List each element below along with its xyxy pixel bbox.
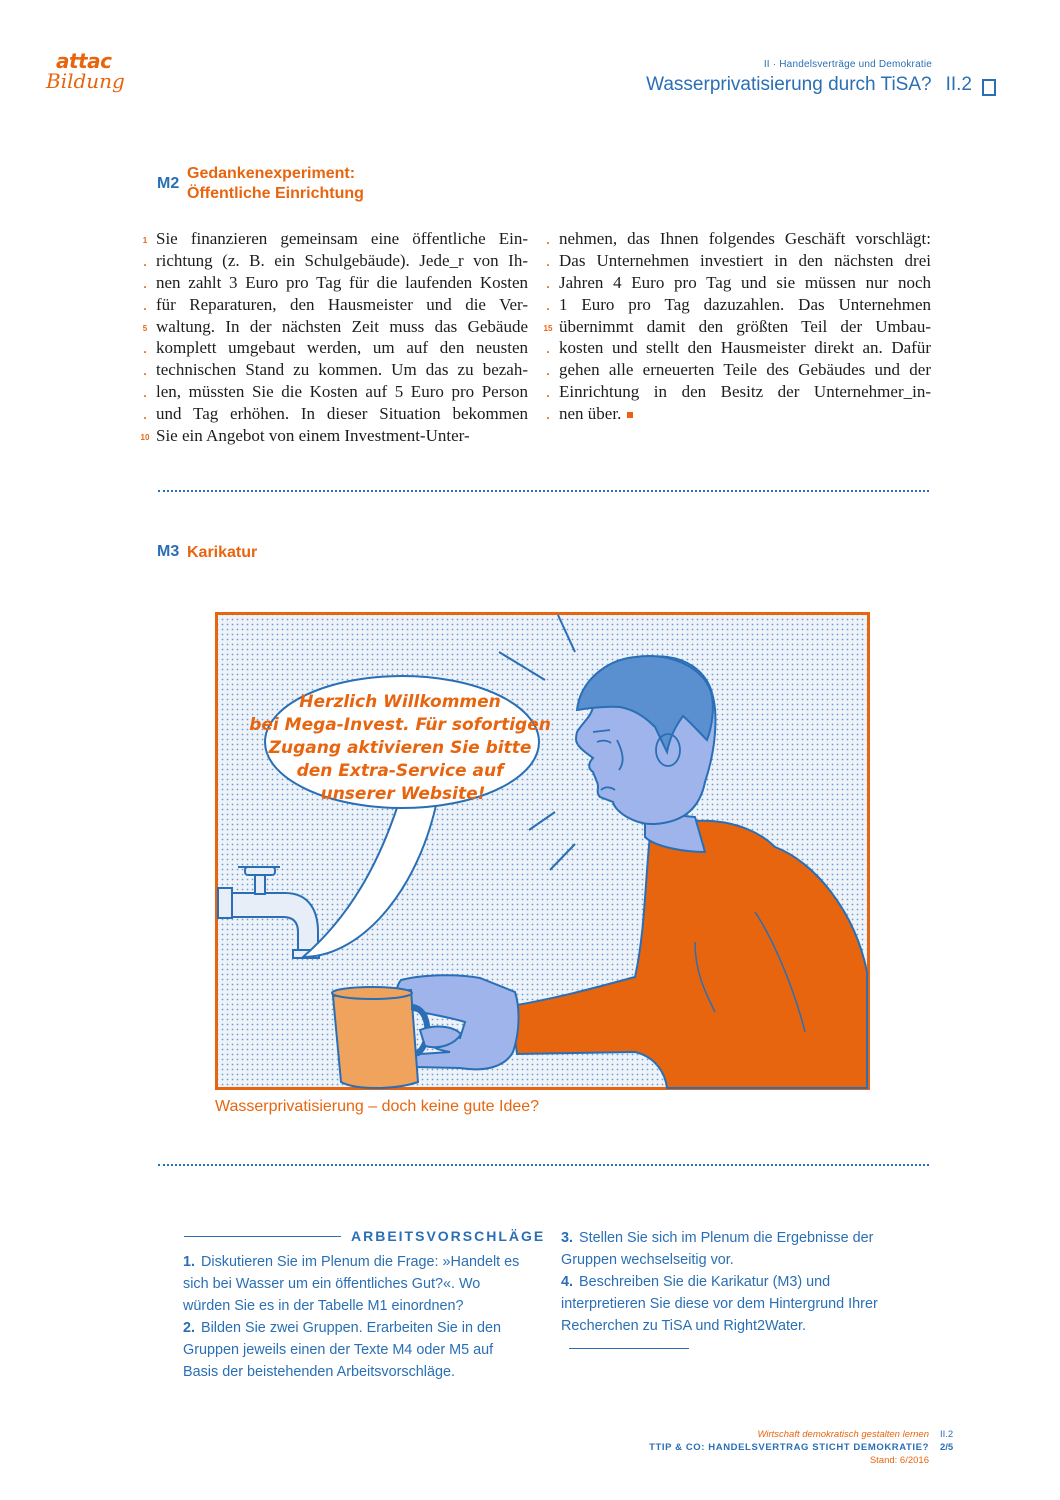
line-number: . <box>546 364 550 379</box>
logo-attac: attac <box>56 49 112 73</box>
line-number: . <box>143 386 147 401</box>
exercise-item <box>183 1317 528 1383</box>
text-line <box>546 272 931 294</box>
page-number: 2/5 <box>940 1442 954 1453</box>
text-line <box>142 228 528 250</box>
text-line <box>546 403 931 425</box>
header-square-icon <box>982 79 996 96</box>
line-number: . <box>546 342 550 357</box>
text-line <box>143 294 528 316</box>
footer-title: TTIP & CO: HANDELSVERTRAG STICHT DEMOKRATIE? <box>649 1442 929 1453</box>
line-text: Sie finanzieren gemeinsam eine öffentliche Ein- <box>156 229 528 248</box>
text-line <box>143 250 528 272</box>
line-text: waltung. In der nächsten Zeit muss das Gebäude <box>156 316 528 336</box>
footer-meta <box>940 1429 954 1454</box>
exercises-column-2 <box>561 1227 906 1359</box>
line-number: . <box>546 386 550 401</box>
line-number: . <box>143 276 147 291</box>
line-number: 1 <box>142 236 148 245</box>
footer-section: II.2 <box>940 1429 954 1440</box>
exercises-heading: ARBEITSVORSCHLÄGE <box>351 1228 546 1244</box>
header-title <box>646 74 972 96</box>
text-line <box>143 272 528 294</box>
cartoon-caption: Wasserprivatisierung – doch keine gute Idee? <box>215 1098 540 1115</box>
speech-line-2: bei Mega-Invest. Für sofortigen <box>249 715 551 735</box>
exercise-number: 1. <box>183 1254 196 1270</box>
line-text: 1 Euro pro Tag dazuzahlen. Das Unternehmen <box>559 294 931 314</box>
line-number: 10 <box>140 433 150 443</box>
line-number: 15 <box>543 323 553 333</box>
exercise-item <box>561 1227 906 1271</box>
m2-title-line2: Öffentliche Einrichtung <box>187 185 364 202</box>
line-text: Jahren 4 Euro pro Tag und sie müssen nur noch <box>559 272 931 292</box>
m2-title-line1: Gedankenexperiment: <box>187 165 356 182</box>
divider <box>158 1164 929 1166</box>
text-line <box>143 403 528 425</box>
cartoon-illustration <box>215 612 870 1090</box>
line-number: . <box>143 408 147 423</box>
text-line <box>546 359 931 381</box>
text-line <box>546 250 931 272</box>
line-number: . <box>546 254 550 269</box>
line-number: . <box>546 233 550 247</box>
text-line <box>546 337 931 359</box>
attac-bildung-logo <box>46 49 126 93</box>
m2-text-column-2 <box>543 228 931 425</box>
speech-line-4: den Extra-Service auf <box>296 761 504 781</box>
speech-line-1: Herzlich Willkommen <box>299 692 501 712</box>
line-text: nen zahlt 3 Euro pro Tag für die laufenden Kosten <box>156 272 528 292</box>
text-line <box>143 381 528 403</box>
header-subtitle: II · Handelsverträge und Demokratie <box>763 59 932 70</box>
speech-line-3: Zugang aktivieren Sie bitte <box>268 738 532 758</box>
exercises-end-rule <box>569 1348 689 1349</box>
footer <box>649 1428 929 1467</box>
line-text: nehmen, das Ihnen folgendes Geschäft vorschlägt: <box>559 229 931 248</box>
exercise-item <box>183 1251 528 1317</box>
line-text: gehen alle erneuerten Teile des Gebäudes und der <box>559 360 931 380</box>
exercises-column-1 <box>183 1251 528 1383</box>
line-number: . <box>143 254 147 269</box>
header-title-text: Wasserprivatisierung durch TiSA? <box>646 74 932 95</box>
speech-line-5: unserer Website! <box>320 784 486 804</box>
text-line <box>140 425 528 447</box>
text-line <box>143 359 528 381</box>
exercise-number: 4. <box>561 1274 574 1290</box>
line-text: übernimmt damit den größten Teil der Umbau- <box>559 316 931 336</box>
m2-title <box>187 164 364 204</box>
line-number: . <box>143 298 147 313</box>
m2-text-column-1 <box>140 228 528 447</box>
line-text: komplett umgebaut werden, um auf den neusten <box>156 338 528 358</box>
line-text: kosten und stellt den Hausmeister direkt an. Dafür <box>559 338 931 358</box>
line-text: und Tag erhöhen. In dieser Situation bekommen <box>156 404 528 424</box>
footer-date: Stand: 6/2016 <box>869 1455 929 1466</box>
line-number: . <box>546 276 550 291</box>
text-line <box>546 381 931 403</box>
exercises-heading-rule <box>184 1236 341 1237</box>
text-line <box>143 337 528 359</box>
text-line <box>142 316 528 338</box>
text-line <box>543 316 931 338</box>
line-text: technischen Stand zu kommen. Um das zu bezah- <box>156 360 528 380</box>
m2-label: M2 <box>157 175 180 192</box>
exercise-text: Diskutieren Sie im Plenum die Frage: »Handelt es sich bei Wasser um ein öffentliches Gut?«. Wo würden Sie es in der Tabelle M1 einordnen? <box>183 1254 520 1314</box>
divider <box>158 490 929 492</box>
line-text: nen über. <box>559 403 931 425</box>
m3-title: Karikatur <box>187 544 258 561</box>
line-text: Das Unternehmen investiert in den nächsten drei <box>559 250 931 270</box>
line-text: len, müssten Sie die Kosten auf 5 Euro pro Person <box>156 382 528 402</box>
logo-bildung: Bildung <box>46 69 125 93</box>
exercise-text: Bilden Sie zwei Gruppen. Erarbeiten Sie in den Gruppen jeweils einen der Texte M4 oder M5 auf Basis der beistehenden Arbeitsvorschläge. <box>183 1320 501 1380</box>
exercise-item <box>561 1271 906 1359</box>
text-line <box>546 228 931 250</box>
text-line <box>546 294 931 316</box>
line-text: für Reparaturen, den Hausmeister und die Ver- <box>156 294 528 314</box>
line-number: . <box>143 364 147 379</box>
line-text: Sie ein Angebot von einem Investment-Unter- <box>156 426 470 446</box>
header-section: II.2 <box>945 74 972 95</box>
end-square-icon <box>627 412 633 418</box>
line-number: . <box>546 408 550 423</box>
exercise-text: Beschreiben Sie die Karikatur (M3) und interpretieren Sie diese vor dem Hintergrund Ihrer Recherchen zu TiSA und Right2Water. <box>561 1274 878 1334</box>
line-text: richtung (z. B. ein Schulgebäude). Jede_r von Ih- <box>156 250 528 270</box>
line-number: . <box>546 298 550 313</box>
exercise-number: 2. <box>183 1320 196 1336</box>
line-text: Einrichtung in den Besitz der Unternehmer_in- <box>559 382 931 402</box>
exercise-text: Stellen Sie sich im Plenum die Ergebnisse der Gruppen wechselseitig vor. <box>561 1230 874 1268</box>
line-number: . <box>143 342 147 357</box>
footer-series: Wirtschaft demokratisch gestalten lernen <box>757 1429 929 1440</box>
line-number: 5 <box>142 323 148 333</box>
exercise-number: 3. <box>561 1230 574 1246</box>
m3-label: M3 <box>157 543 180 560</box>
